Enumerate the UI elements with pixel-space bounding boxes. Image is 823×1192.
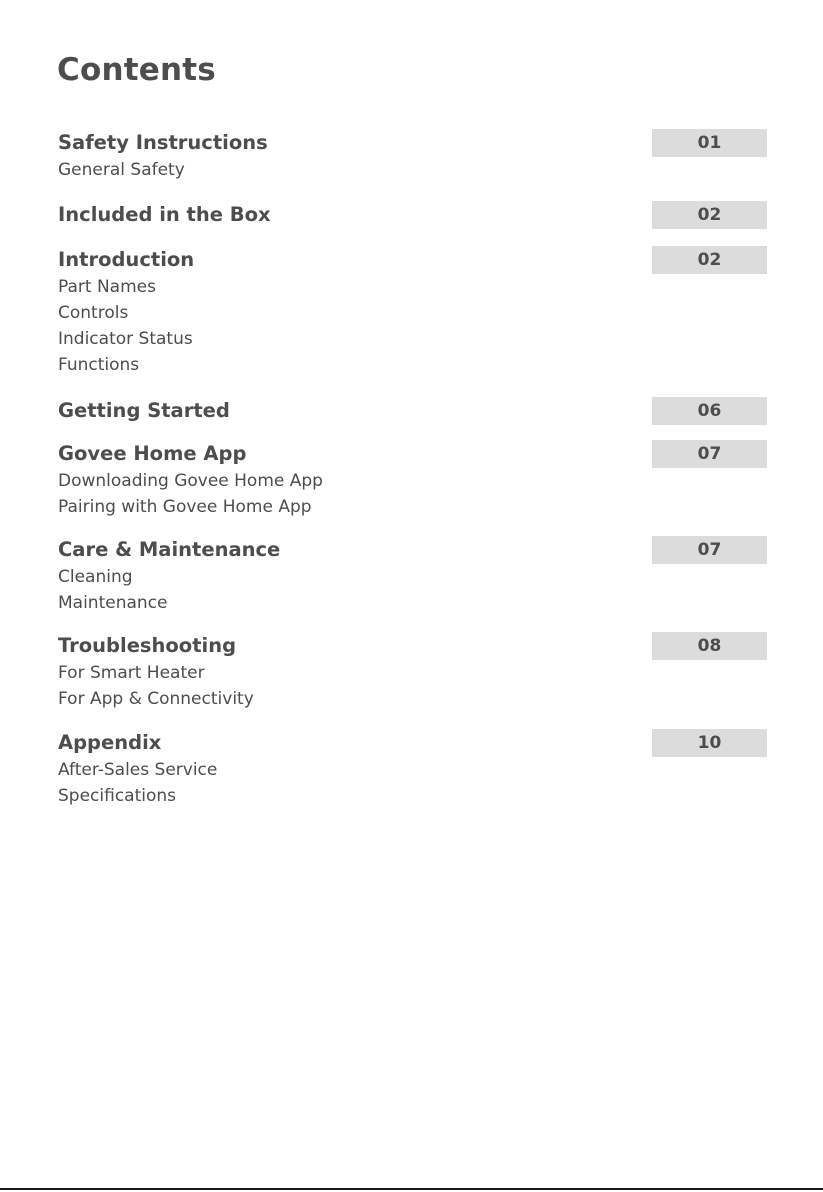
page-number-badge[interactable]: 10 [652,729,767,757]
section-heading[interactable]: Included in the Box [58,203,271,226]
subsection-item[interactable]: For App & Connectivity [58,689,254,709]
subsection-item[interactable]: Controls [58,303,129,323]
subsection-item[interactable]: Specifications [58,786,177,806]
section-heading[interactable]: Getting Started [58,399,230,422]
page-number-badge[interactable]: 02 [652,201,767,229]
page-number-badge[interactable]: 07 [652,536,767,564]
subsection-item[interactable]: After-Sales Service [58,760,218,780]
subsection-item[interactable]: General Safety [58,160,185,180]
section-heading[interactable]: Care & Maintenance [58,538,281,561]
section-heading[interactable]: Govee Home App [58,442,247,465]
page-number-badge[interactable]: 06 [652,397,767,425]
page-number-badge[interactable]: 08 [652,632,767,660]
subsection-item[interactable]: Pairing with Govee Home App [58,497,312,517]
subsection-item[interactable]: Maintenance [58,593,168,613]
page-number-badge[interactable]: 02 [652,246,767,274]
subsection-list [58,757,217,809]
subsection-item[interactable]: For Smart Heater [58,663,205,683]
subsection-list [58,274,193,378]
section-heading[interactable]: Safety Instructions [58,131,268,154]
section-heading[interactable]: Troubleshooting [58,634,237,657]
page-number-badge[interactable]: 01 [652,129,767,157]
subsection-item[interactable]: Part Names [58,277,156,297]
subsection-list [58,564,167,616]
subsection-list [58,157,185,183]
subsection-item[interactable]: Indicator Status [58,329,193,349]
section-heading[interactable]: Appendix [58,731,162,754]
subsection-list [58,468,323,520]
section-heading[interactable]: Introduction [58,248,195,271]
page-number-badge[interactable]: 07 [652,440,767,468]
subsection-item[interactable]: Downloading Govee Home App [58,471,323,491]
subsection-item[interactable]: Cleaning [58,567,133,587]
page-title: Contents [57,52,216,88]
subsection-item[interactable]: Functions [58,355,140,375]
page-bottom-rule [0,1188,823,1190]
subsection-list [58,660,254,712]
